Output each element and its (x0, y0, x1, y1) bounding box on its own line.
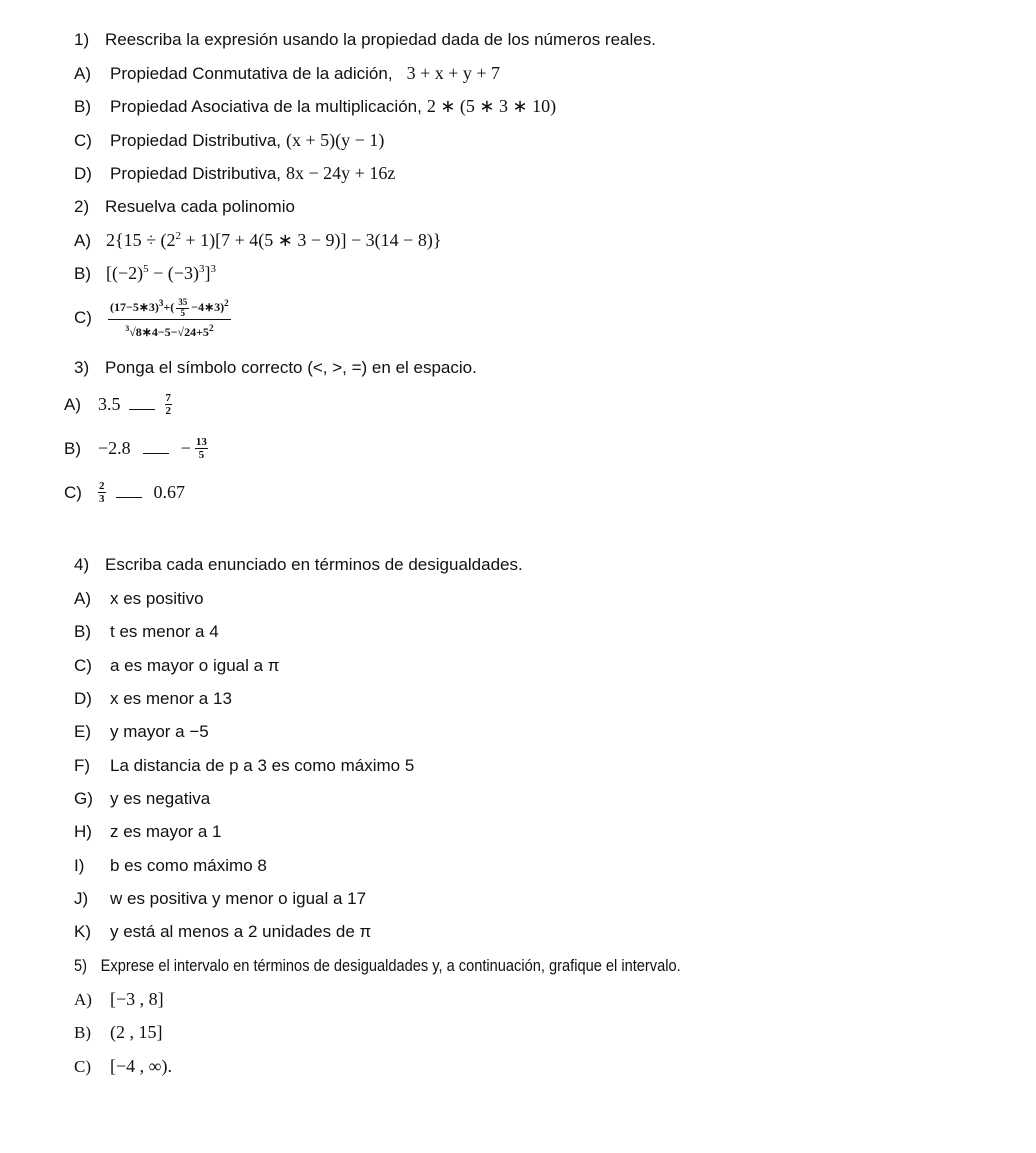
exercise-5c (74, 1056, 172, 1077)
item-label: C) (74, 130, 92, 150)
item-label: E) (74, 722, 91, 741)
section-number: 4) (74, 555, 90, 574)
exercise-1a (74, 63, 500, 84)
item-text: w es positiva y menor o igual a 17 (110, 889, 367, 908)
item-text: z es mayor a 1 (110, 822, 222, 841)
item-text: Propiedad Conmutativa de la adición, (110, 63, 393, 83)
interval-expression: [−3 , 8] (110, 989, 164, 1009)
exercise-4e (74, 722, 209, 742)
fraction-numerator: (17−5∗3)$^3$+( $\frac{35}{5}$ −4∗3)$^2$ (110, 297, 229, 319)
math-expression: 2 ∗ (5 ∗ 3 ∗ 10) (426, 96, 557, 116)
left-fraction: $\frac{2}{3}$ (99, 480, 105, 505)
section-title: Reescriba la expresión usando la propiedad dada de los números reales. (105, 30, 656, 49)
item-label: B) (64, 438, 81, 458)
section-4-heading (74, 555, 523, 575)
exercise-1b (74, 96, 556, 117)
exercise-5b (74, 1022, 163, 1043)
exercise-4b (74, 622, 219, 642)
section-number: 1) (74, 30, 90, 49)
item-text: a es mayor o igual a π (110, 656, 280, 675)
section-1-heading (74, 30, 656, 50)
item-text: t es menor a 4 (110, 622, 219, 641)
exercise-4d (74, 689, 232, 709)
exercise-5a (74, 989, 164, 1010)
math-expression: (x + 5)(y − 1) (286, 130, 385, 150)
item-text: Propiedad Distributiva, (110, 163, 282, 183)
exercise-4i (74, 856, 267, 876)
item-label: D) (74, 689, 92, 708)
exercise-4c (74, 656, 280, 676)
math-expression: 8x − 24y + 16z (286, 163, 396, 183)
item-label: H) (74, 822, 92, 841)
item-text: b es como máximo 8 (110, 856, 267, 875)
item-text: Propiedad Distributiva, (110, 130, 282, 150)
item-label: B) (74, 263, 91, 283)
left-value: 3.5 (98, 394, 121, 414)
item-text: x es positivo (110, 589, 204, 608)
exercise-2a (74, 230, 441, 251)
item-text: x es menor a 13 (110, 689, 232, 708)
exercise-4f (74, 756, 414, 776)
item-label: B) (74, 96, 91, 116)
item-label: A) (74, 989, 92, 1009)
item-label: C) (74, 1056, 91, 1076)
item-label: C) (74, 307, 92, 327)
exercise-4h (74, 822, 222, 842)
right-value: 0.67 (153, 482, 185, 502)
math-expression: $[(-2)^5 - (-3)^3]^3$ (106, 263, 216, 283)
right-fraction: $\frac{7}{2}$ (165, 392, 171, 417)
math-expression: 3 + x + y + 7 (406, 63, 501, 83)
item-label: D) (74, 163, 92, 183)
item-text: y está al menos a 2 unidades de π (110, 922, 372, 941)
item-label: B) (74, 622, 91, 641)
minus-sign: − (180, 438, 191, 458)
answer-blank[interactable] (129, 399, 155, 410)
exercise-2c (74, 296, 231, 339)
fraction-denominator: $^3√8∗4-5-√24+5^2$ (125, 323, 214, 340)
item-label: K) (74, 922, 91, 941)
item-text: La distancia de p a 3 es como máximo 5 (110, 756, 415, 775)
complex-fraction (108, 296, 231, 339)
exercise-4g (74, 789, 210, 809)
item-text: Propiedad Asociativa de la multiplicación, (110, 96, 422, 116)
answer-blank[interactable] (143, 443, 169, 454)
item-label: A) (74, 63, 91, 83)
exercise-2b (74, 263, 216, 284)
section-3-heading (74, 358, 477, 378)
item-label: G) (74, 789, 93, 808)
right-fraction: $\frac{13}{5}$ (195, 436, 207, 461)
interval-expression: (2 , 15] (110, 1022, 163, 1042)
item-label: B) (74, 1022, 91, 1042)
answer-blank[interactable] (116, 487, 142, 498)
item-label: A) (74, 230, 91, 250)
exercise-4k (74, 922, 371, 942)
exercise-1c (74, 130, 384, 151)
section-title: Resuelva cada polinomio (105, 197, 295, 216)
section-number: 2) (74, 197, 90, 216)
exercise-3b (64, 436, 210, 461)
exercise-4j (74, 889, 366, 909)
item-text: y mayor a −5 (110, 722, 209, 741)
item-label: J) (74, 889, 89, 908)
item-label: F) (74, 756, 91, 775)
section-2-heading (74, 197, 295, 217)
item-label: C) (74, 656, 92, 675)
item-text: y es negativa (110, 789, 211, 808)
math-expression: $2\{15 \div (2^2 + 1)[7 + 4(5$ ∗ 3 − 9)] − 3(14 − 8)} (106, 230, 442, 250)
section-title: Escriba cada enunciado en términos de desigualdades. (105, 555, 523, 574)
exercise-1d (74, 163, 395, 184)
section-title: Exprese el intervalo en términos de desigualdades y, a continuación, grafique el intervalo. (100, 956, 681, 975)
item-label: A) (64, 394, 81, 414)
item-label: C) (64, 482, 82, 502)
section-5-heading (74, 956, 681, 976)
interval-expression: [−4 , ∞). (110, 1056, 172, 1076)
exercise-3c (64, 480, 185, 505)
left-value: −2.8 (98, 438, 131, 458)
item-label: A) (74, 589, 91, 608)
item-label: I) (74, 856, 85, 875)
section-number: 5) (74, 956, 88, 975)
exercise-4a (74, 589, 204, 609)
exercise-3a (64, 392, 174, 417)
section-title: Ponga el símbolo correcto (<, >, =) en el espacio. (105, 358, 477, 377)
section-number: 3) (74, 358, 90, 377)
